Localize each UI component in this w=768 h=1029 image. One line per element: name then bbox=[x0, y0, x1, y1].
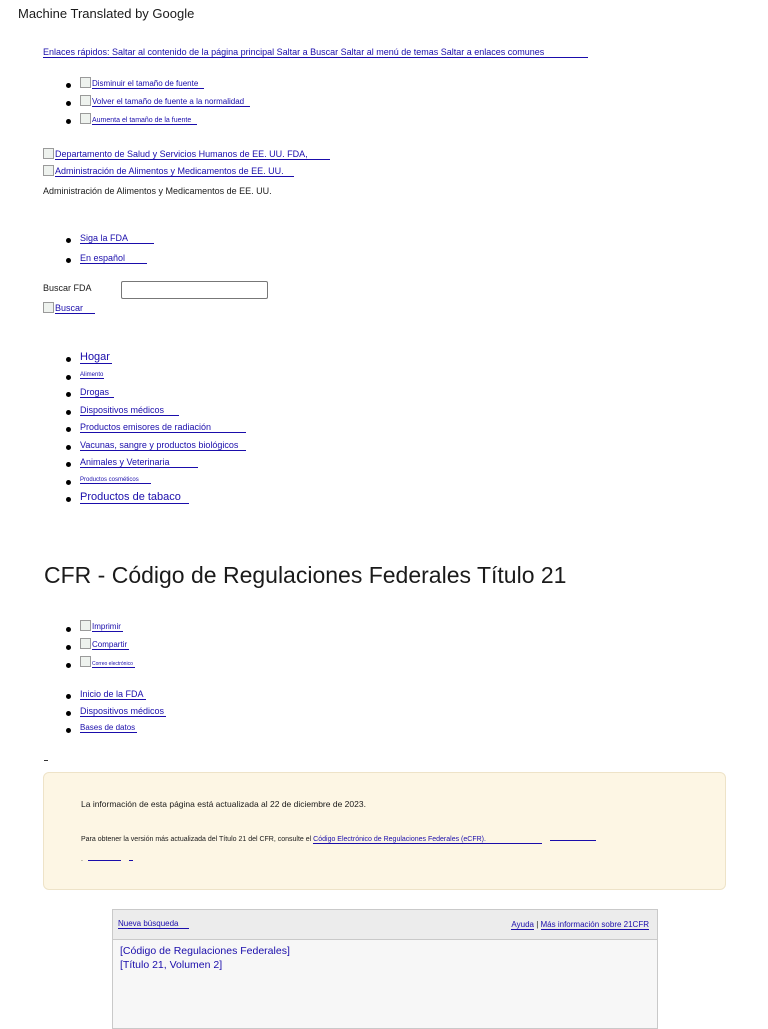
nav-link-food[interactable]: Alimento bbox=[80, 371, 104, 378]
notice-dot: . bbox=[81, 856, 83, 863]
nav-item-cosmetics[interactable] bbox=[62, 473, 246, 491]
quick-links-link[interactable]: Enlaces rápidos: Saltar al contenido de la página principal Saltar a Buscar Saltar al menú de temas Saltar a enlaces comunes bbox=[43, 47, 588, 58]
breadcrumb-item[interactable] bbox=[62, 687, 166, 704]
search-label: Buscar FDA bbox=[43, 283, 92, 293]
espanol-link[interactable]: En español bbox=[80, 253, 147, 264]
hhs-logo-link[interactable] bbox=[43, 148, 330, 159]
breadcrumb-item[interactable] bbox=[62, 721, 166, 738]
broken-image-icon bbox=[80, 77, 91, 88]
trailing-link-underline[interactable] bbox=[88, 855, 121, 861]
broken-image-icon bbox=[43, 148, 54, 159]
share-item[interactable] bbox=[62, 638, 135, 656]
espanol-item[interactable] bbox=[62, 251, 154, 271]
nav-item-devices[interactable] bbox=[62, 403, 246, 421]
fda-link[interactable]: Administración de Alimentos y Medicamentos de EE. UU. bbox=[55, 166, 294, 177]
nav-link-vaccines[interactable]: Vacunas, sangre y productos biológicos bbox=[80, 440, 246, 451]
nav-link-home[interactable]: Hogar bbox=[80, 351, 110, 363]
divider bbox=[44, 754, 48, 761]
print-item[interactable] bbox=[62, 620, 135, 638]
breadcrumb bbox=[62, 687, 166, 738]
trailing-link-underline[interactable] bbox=[129, 855, 133, 861]
more-info-link[interactable]: Más información sobre 21CFR bbox=[540, 920, 649, 929]
broken-image-icon bbox=[43, 165, 54, 176]
decrease-font-link[interactable]: Disminuir el tamaño de fuente bbox=[92, 79, 204, 89]
help-separator: | bbox=[536, 920, 539, 929]
nav-item-animal[interactable] bbox=[62, 455, 246, 473]
machine-translated-banner: Machine Translated by Google bbox=[18, 6, 195, 21]
font-size-decrease[interactable] bbox=[62, 76, 250, 94]
nav-link-cosmetics[interactable]: Productos cosméticos bbox=[80, 477, 151, 484]
notice-ecfr-line bbox=[81, 832, 596, 843]
search-button[interactable] bbox=[43, 302, 95, 313]
cfr-body bbox=[120, 944, 290, 972]
follow-links bbox=[62, 231, 154, 271]
nav-item-vaccines[interactable] bbox=[62, 438, 246, 456]
increase-font-link[interactable]: Aumenta el tamaño de la fuente bbox=[92, 117, 197, 125]
share-tools bbox=[62, 620, 135, 674]
nav-link-devices[interactable]: Dispositivos médicos bbox=[80, 405, 179, 416]
broken-image-icon bbox=[80, 656, 91, 667]
breadcrumb-fda-home[interactable]: Inicio de la FDA bbox=[80, 689, 144, 699]
print-link[interactable]: Imprimir bbox=[92, 622, 121, 631]
font-size-controls bbox=[62, 76, 250, 130]
cfr-line-code: [Código de Regulaciones Federales] bbox=[120, 945, 290, 957]
search-input[interactable] bbox=[121, 281, 268, 299]
font-size-reset[interactable] bbox=[62, 94, 250, 112]
cfr-panel bbox=[112, 909, 658, 1029]
nav-link-animal[interactable]: Animales y Veterinaria bbox=[80, 457, 198, 468]
font-size-increase[interactable] bbox=[62, 112, 250, 130]
nav-item-home[interactable] bbox=[62, 350, 246, 368]
nav-link-drugs[interactable]: Drogas bbox=[80, 387, 114, 398]
fda-logo-link[interactable] bbox=[43, 165, 294, 176]
reset-font-link[interactable]: Volver el tamaño de fuente a la normalidad bbox=[92, 97, 250, 107]
nav-item-tobacco[interactable] bbox=[62, 490, 246, 508]
notice-trailing-link[interactable] bbox=[81, 855, 133, 863]
hhs-link[interactable]: Departamento de Salud y Servicios Humanos de EE. UU. FDA, bbox=[55, 149, 330, 160]
nav-item-food[interactable] bbox=[62, 368, 246, 386]
search-button-link[interactable]: Buscar bbox=[55, 303, 95, 314]
cfr-line-title: [Título 21, Volumen 2] bbox=[120, 959, 223, 971]
help-link[interactable]: Ayuda bbox=[511, 920, 534, 929]
update-notice bbox=[43, 772, 726, 890]
email-link[interactable]: Correo electrónico bbox=[92, 661, 133, 667]
page-title: CFR - Código de Regulaciones Federales Título 21 bbox=[44, 562, 567, 588]
main-nav bbox=[62, 350, 246, 508]
broken-image-icon bbox=[80, 638, 91, 649]
breadcrumb-databases[interactable]: Bases de datos bbox=[80, 723, 136, 732]
ecfr-link-tail[interactable] bbox=[550, 832, 596, 841]
nav-link-radiation[interactable]: Productos emisores de radiación bbox=[80, 422, 246, 433]
fda-name-text: Administración de Alimentos y Medicamentos de EE. UU. bbox=[43, 186, 272, 196]
breadcrumb-devices[interactable]: Dispositivos médicos bbox=[80, 706, 165, 716]
nav-link-tobacco[interactable]: Productos de tabaco bbox=[80, 491, 189, 504]
follow-fda-link[interactable]: Siga la FDA bbox=[80, 233, 154, 244]
nav-item-radiation[interactable] bbox=[62, 420, 246, 438]
broken-image-icon bbox=[80, 95, 91, 106]
broken-image-icon bbox=[80, 620, 91, 631]
new-search-link[interactable]: Nueva búsqueda bbox=[118, 919, 189, 929]
broken-image-icon bbox=[43, 302, 54, 313]
ecfr-link[interactable]: Código Electrónico de Regulaciones Federales (eCFR). bbox=[313, 836, 542, 844]
email-item[interactable] bbox=[62, 656, 135, 674]
follow-fda-item[interactable] bbox=[62, 231, 154, 251]
breadcrumb-item[interactable] bbox=[62, 704, 166, 721]
quick-links bbox=[43, 47, 588, 57]
notice-prefix-text: Para obtener la versión más actualizada del Título 21 del CFR, consulte el bbox=[81, 836, 312, 843]
nav-item-drugs[interactable] bbox=[62, 385, 246, 403]
share-link[interactable]: Compartir bbox=[92, 640, 128, 649]
cfr-toolbar bbox=[113, 910, 657, 940]
broken-image-icon bbox=[80, 113, 91, 124]
notice-updated-text: La información de esta página está actualizada al 22 de diciembre de 2023. bbox=[81, 799, 366, 809]
